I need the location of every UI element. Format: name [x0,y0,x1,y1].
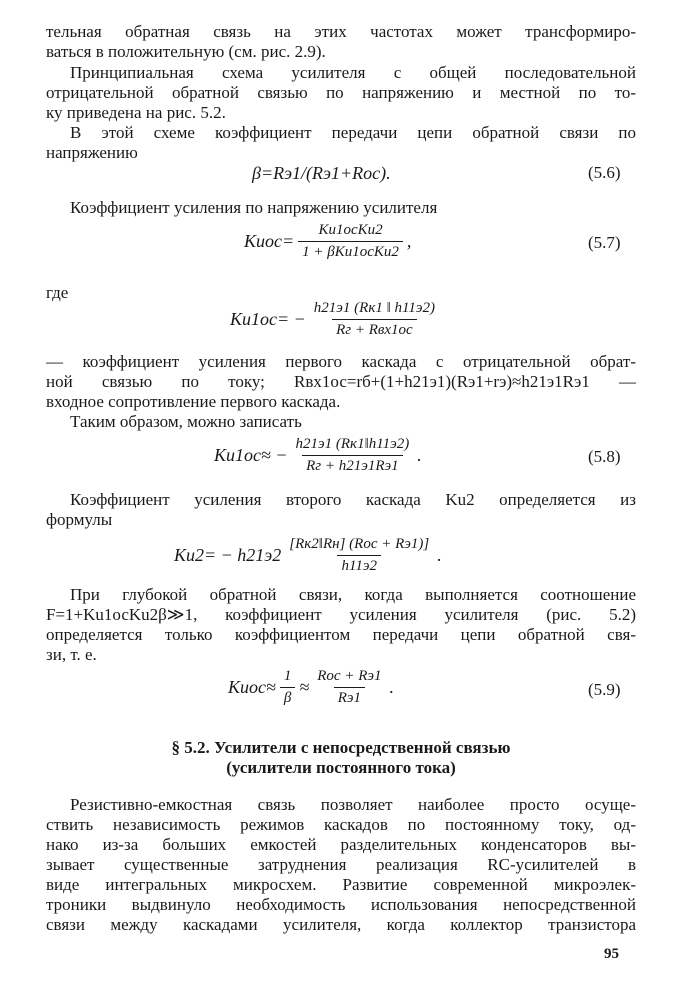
equation-5-9 [228,668,394,707]
equation-5-7 [244,222,411,261]
fraction [313,668,385,707]
text-line: формулы [46,510,113,529]
equation-tail: . [417,445,422,465]
denominator: Rг + Rвх1ос [332,319,417,339]
equation-tail: . [437,545,442,565]
text-line: ствить независимость режимов каскадов по постоянному току, од- [46,815,636,834]
numerator: [Rк2‖Rн] (Rос + Rэ1)] [289,536,430,552]
text-line: определяется только коэффициентом передачи цепи обратной свя- [46,625,636,644]
text-line: F=1+Ku1осKu2β≫1, коэффициент усиления усилителя (рис. 5.2) [46,605,636,624]
fraction [310,300,439,339]
equation-tail: . [389,677,394,697]
text-line: Коэффициент усиления второго каскада Ku2 определяется из [70,490,636,509]
text-line: В этой схеме коэффициент передачи цепи обратной связи по [70,123,636,142]
equation-number: (5.9) [588,680,621,699]
denominator: Rг + h21э1Rэ1 [302,455,403,475]
equation-number: (5.6) [588,163,621,182]
equation-tail: , [406,231,412,251]
equation-ku2 [174,536,442,575]
text-line: нако из-за больших емкостей разделительных конденсаторов вы- [46,835,636,854]
numerator: h21э1 (Rк1‖h11э2) [295,436,410,452]
denominator: h11э2 [337,555,381,575]
numerator: Ku1осKu2 [318,222,383,238]
equation-number: (5.8) [588,447,621,466]
numerator: Rос + Rэ1 [317,668,382,684]
equation-ku1 [230,300,443,339]
equation-number: (5.7) [588,233,621,252]
denominator: β [280,687,295,707]
equation-lhs: Kuос= [244,231,295,251]
equation-lhs: Ku2= − h21э2 [174,545,282,565]
equation-5-8 [214,436,422,475]
text-line: ваться в положительную (см. рис. 2.9). [46,42,326,61]
text-line: тельная обратная связь на этих частотах может трансформиро- [46,22,636,41]
text-line: ку приведена на рис. 5.2. [46,103,226,122]
fraction [298,222,403,261]
text-line: виде интегральных микросхем. Развитие современной микроэлек- [46,875,636,894]
fraction [285,536,433,575]
text-line: ной связью по току; Rвх1ос=rб+(1+h21э1)(Rэ1+rэ)≈h21э1Rэ1 — [46,372,636,391]
text-line: Коэффициент усиления по напряжению усилителя [70,198,438,217]
page-number: 95 [604,946,619,962]
equation-5-6 [252,163,391,184]
fraction [280,668,296,707]
equation-operator: ≈ [299,677,310,697]
text-line: Резистивно-емкостная связь позволяет наиболее просто осуще- [70,795,636,814]
denominator: Rэ1 [334,687,365,707]
text-line: троники выдвинуло необходимость использования непосредственной [46,895,636,914]
text-line: напряжению [46,143,138,162]
fraction [292,436,414,475]
equation-body: β=Rэ1/(Rэ1+Rос). [252,163,391,183]
text-line: При глубокой обратной связи, когда выполняется соотношение [70,585,636,604]
numerator: h21э1 (Rк1 ‖ h11э2) [313,300,436,316]
text-line: Таким образом, можно записать [70,412,302,431]
text-line: зывает существенные затруднения реализация RC-усилителей в [46,855,636,874]
equation-lhs: Ku1ос≈ − [214,445,288,465]
text-line: входное сопротивление первого каскада. [46,392,341,411]
text-line: — коэффициент усиления первого каскада с отрицательной обрат- [46,352,636,371]
text-line: Принципиальная схема усилителя с общей последовательной [70,63,636,82]
text-line: зи, т. е. [46,645,97,664]
text-line: где [46,283,69,302]
section-subtitle: (усилители постоянного тока) [226,758,456,777]
equation-lhs: Ku1ос= − [230,309,306,329]
denominator: 1 + βKu1осKu2 [298,241,403,261]
equation-lhs: Kuос≈ [228,677,276,697]
text-line: отрицательной обратной связью по напряжению и местной по то- [46,83,636,102]
text-line: связи между каскадами усилителя, когда коллектор транзистора [46,915,636,934]
section-title: § 5.2. Усилители с непосредственной связью [171,738,511,757]
numerator: 1 [283,668,292,684]
